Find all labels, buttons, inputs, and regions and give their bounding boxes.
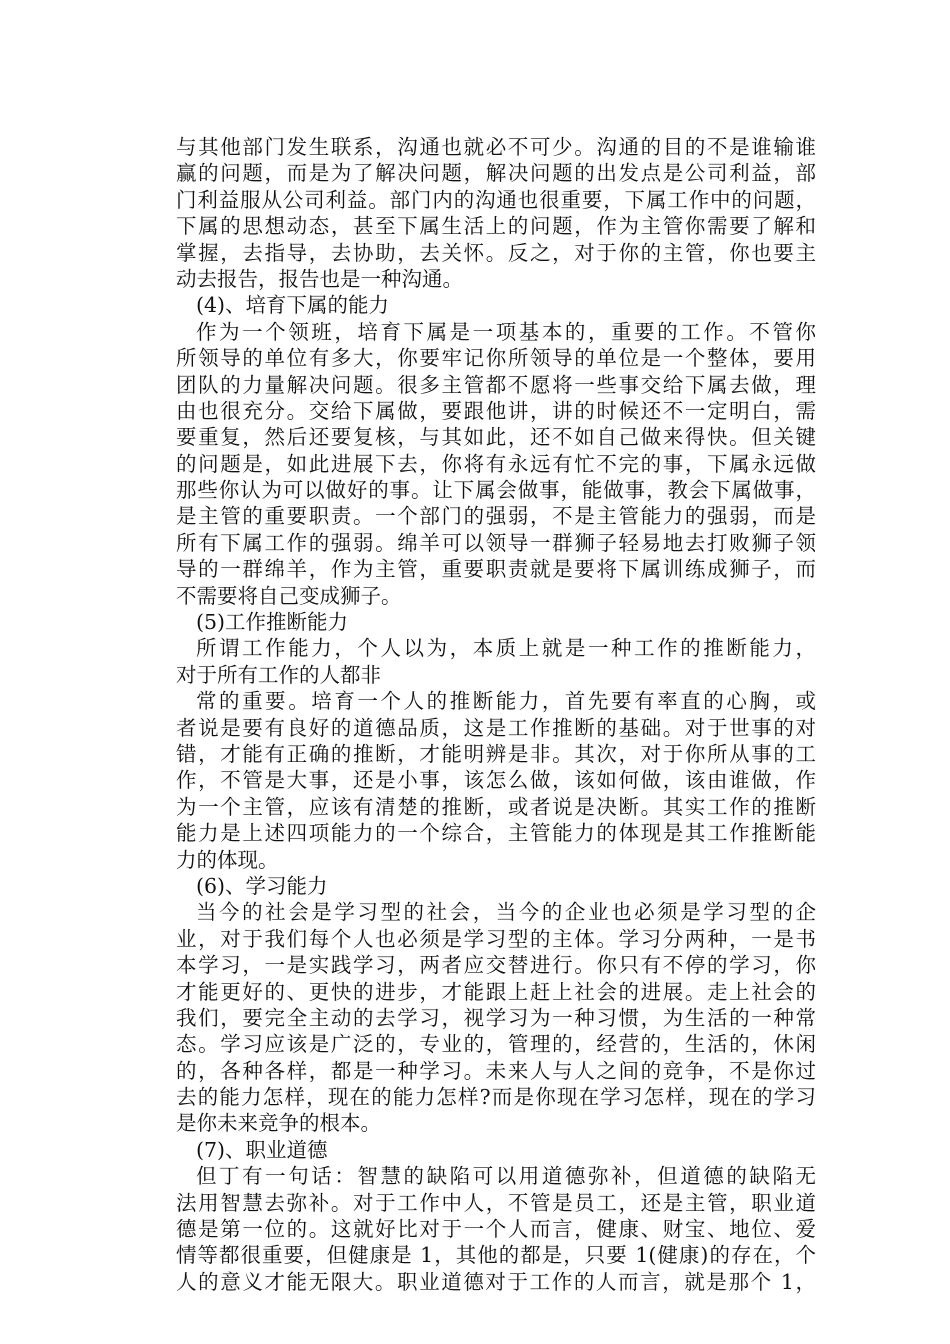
text-line: (7)、职业道德 — [196, 1137, 328, 1162]
text-line: 情等都很重要，但健康是 1，其他的都是，只要 1(健康)的存在，个 — [176, 1243, 816, 1268]
text-line: 但丁有一句话：智慧的缺陷可以用道德弥补，但道德的缺陷无 — [196, 1164, 816, 1189]
text-line: 作，不管是大事，还是小事，该怎么做，该如何做，该由谁做，作 — [176, 768, 816, 793]
text-line: 所领导的单位有多大，你要牢记你所领导的单位是一个整体，要用 — [176, 346, 816, 371]
text-line: 所有下属工作的强弱。绵羊可以领导一群狮子轻易地去打败狮子领 — [176, 530, 816, 555]
text-line: 所谓工作能力，个人以为，本质上就是一种工作的推断能力， — [196, 636, 816, 661]
text-line: 动去报告，报告也是一种沟通。 — [176, 266, 463, 291]
text-line: 对于所有工作的人都非 — [176, 662, 381, 687]
text-line: (5)工作推断能力 — [196, 610, 349, 635]
document-body-text — [176, 134, 816, 1295]
text-line: 门利益服从公司利益。部门内的沟通也很重要，下属工作中的问题， — [176, 187, 816, 212]
text-line: 是主管的重要职责。一个部门的强弱，不是主管能力的强弱，而是 — [176, 504, 816, 529]
text-line: 才能更好的、更快的进步，才能跟上赶上社会的进展。走上社会的 — [176, 979, 816, 1004]
text-line: 导的一群绵羊，作为主管，重要职责就是要将下属训练成狮子，而 — [176, 557, 816, 582]
text-line: 本学习，一是实践学习，两者应交替进行。你只有不停的学习，你 — [176, 953, 816, 978]
text-line: 态。学习应该是广泛的，专业的，管理的，经营的，生活的，休闲 — [176, 1032, 816, 1057]
text-line: 当今的社会是学习型的社会，当今的企业也必须是学习型的企 — [196, 900, 816, 925]
text-line: 业，对于我们每个人也必须是学习型的主体。学习分两种，一是书 — [176, 926, 816, 951]
text-line: 那些你认为可以做好的事。让下属会做事，能做事，教会下属做事， — [176, 478, 816, 503]
text-line: (6)、学习能力 — [196, 873, 328, 898]
text-line: 下属的思想动态，甚至下属生活上的问题，作为主管你需要了解和 — [176, 214, 816, 239]
text-line: 法用智慧去弥补。对于工作中人，不管是员工，还是主管，职业道 — [176, 1190, 816, 1215]
text-line: 去的能力怎样，现在的能力怎样?而是你现在学习怎样，现在的学习 — [176, 1085, 816, 1110]
text-line: 德是第一位的。这就好比对于一个人而言，健康、财宝、地位、爱 — [176, 1217, 816, 1242]
text-line: 我们，要完全主动的去学习，视学习为一种习惯，为生活的一种常 — [176, 1005, 816, 1030]
text-line: 的问题是，如此进展下去，你将有永远有忙不完的事，下属永远做 — [176, 451, 816, 476]
text-line: 不需要将自己变成狮子。 — [176, 583, 402, 608]
text-line: 是你未来竞争的根本。 — [176, 1111, 381, 1136]
text-line: (4)、培育下属的能力 — [196, 293, 390, 318]
text-line: 力的体现。 — [176, 847, 279, 872]
text-line: 作为一个领班，培育下属是一项基本的，重要的工作。不管你 — [196, 319, 816, 344]
text-line: 团队的力量解决问题。很多主管都不愿将一些事交给下属去做，理 — [176, 372, 816, 397]
text-line: 为一个主管，应该有清楚的推断，或者说是决断。其实工作的推断 — [176, 794, 816, 819]
text-line: 者说是要有良好的道德品质，这是工作推断的基础。对于世事的对 — [176, 715, 816, 740]
text-line: 常的重要。培育一个人的推断能力，首先要有率直的心胸，或 — [196, 689, 816, 714]
text-line: 错，才能有正确的推断，才能明辨是非。其次，对于你所从事的工 — [176, 741, 816, 766]
text-line: 赢的问题，而是为了解决问题，解决问题的出发点是公司利益，部 — [176, 161, 816, 186]
text-line: 的，各种各样，都是一种学习。未来人与人之间的竞争，不是你过 — [176, 1058, 816, 1083]
text-line: 要重复，然后还要复核，与其如此，还不如自己做来得快。但关键 — [176, 425, 816, 450]
text-line: 由也很充分。交给下属做，要跟他讲，讲的时候还不一定明白，需 — [176, 398, 816, 423]
text-line: 与其他部门发生联系，沟通也就必不可少。沟通的目的不是谁输谁 — [176, 135, 816, 159]
text-line: 能力是上述四项能力的一个综合，主管能力的体现是其工作推断能 — [176, 821, 816, 846]
text-line: 人的意义才能无限大。职业道德对于工作的人而言，就是那个 1， — [176, 1269, 816, 1294]
text-line: 掌握，去指导，去协助，去关怀。反之，对于你的主管，你也要主 — [176, 240, 816, 265]
